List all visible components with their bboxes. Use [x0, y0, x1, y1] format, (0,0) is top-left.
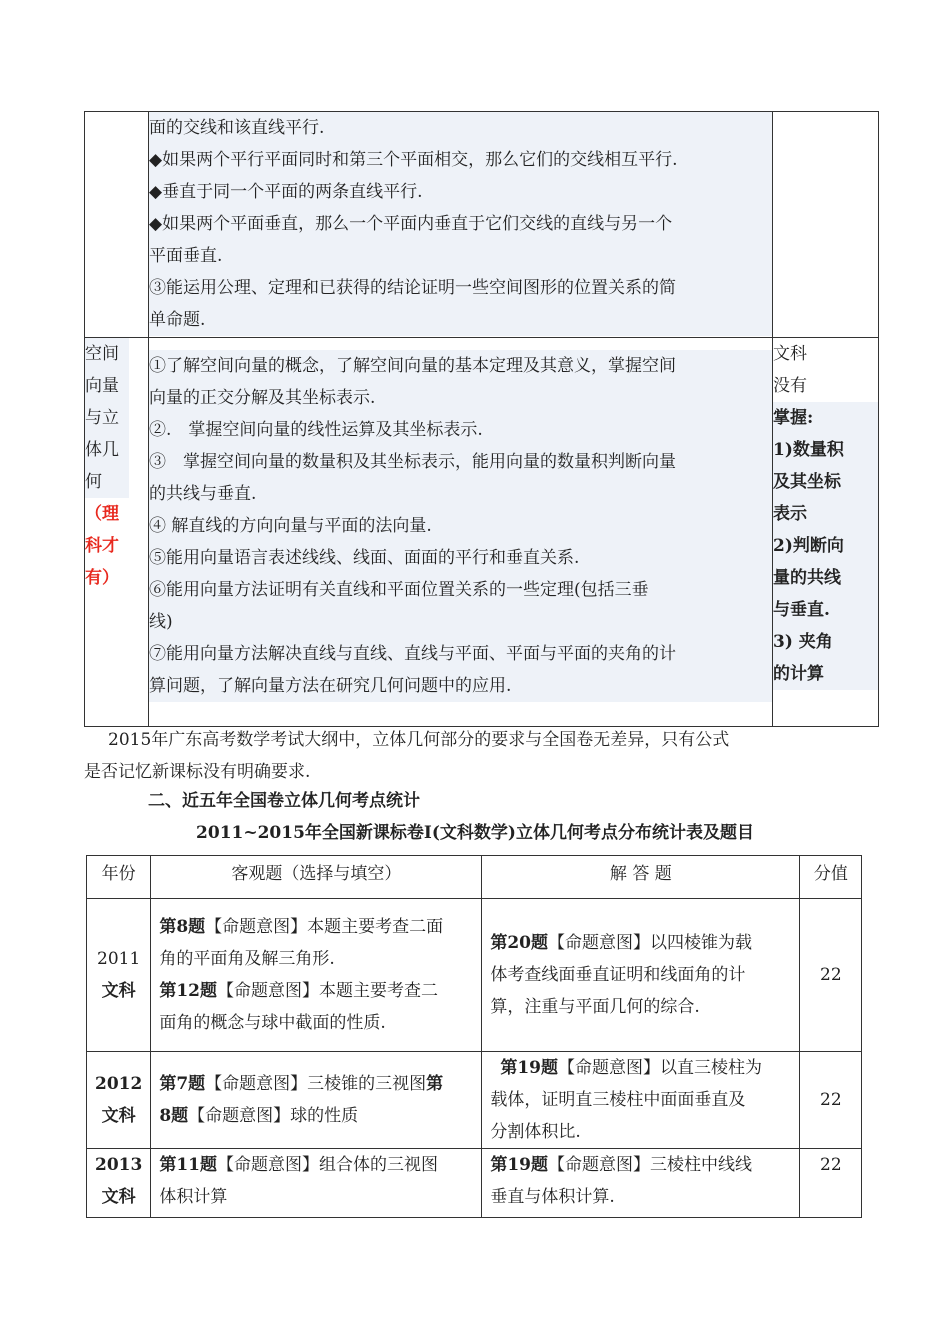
objective-cell — [151, 1149, 482, 1218]
table1-row1-right — [773, 112, 879, 338]
question-text: 载体，证明直三棱柱中面面垂直及 — [490, 1090, 746, 1110]
body-paragraph — [84, 724, 848, 788]
note-line: （理 — [85, 504, 119, 524]
topic-line: 空间 — [85, 344, 119, 364]
table1-row1-text — [149, 112, 772, 336]
question-number: 第 — [426, 1074, 444, 1094]
table1-row1-left — [85, 112, 149, 338]
text-line: 平面垂直. — [149, 246, 223, 266]
text-line: 单命题. — [149, 310, 206, 330]
year-type: 文科 — [101, 981, 136, 1001]
year-cell — [87, 1052, 151, 1149]
text-line: ⑤能用向量语言表述线线、线面、面面的平行和垂直关系. — [149, 548, 580, 568]
year-type: 文科 — [101, 1187, 136, 1207]
note-line: 掌握: — [773, 408, 814, 428]
note-line: 表示 — [773, 504, 807, 524]
question-text: 【命题意图】以四棱锥为载 — [548, 933, 752, 953]
topic-line: 与立 — [85, 408, 119, 428]
note-line: 与垂直. — [773, 600, 830, 620]
text-line: ③能运用公理、定理和已获得的结论证明一些空间图形的位置关系的简 — [149, 278, 676, 298]
text-line: 向量的正交分解及其坐标表示. — [149, 388, 376, 408]
question-text: 垂直与体积计算. — [490, 1187, 615, 1207]
topic-line: 体几 — [85, 440, 119, 460]
question-text: 【命题意图】三棱柱中线线 — [548, 1155, 752, 1175]
answer-cell — [482, 1149, 800, 1218]
text-line: ③ 掌握空间向量的数量积及其坐标表示，能用向量的数量积判断向量 — [149, 452, 676, 472]
question-text: 算，注重与平面几何的综合. — [490, 997, 700, 1017]
question-text: 【命题意图】以直三棱柱为 — [558, 1058, 762, 1078]
answer-cell — [482, 899, 800, 1052]
table-row — [87, 1052, 862, 1149]
question-number: 第7题 — [159, 1074, 206, 1094]
table1-row2-content — [149, 338, 773, 727]
objective-cell — [151, 899, 482, 1052]
header-answer: 解 答 题 — [482, 856, 800, 899]
question-text: 【命题意图】球的性质 — [188, 1106, 359, 1126]
table-header-row — [87, 856, 862, 899]
question-text: 体积计算 — [159, 1187, 228, 1207]
note-line: 及其坐标 — [773, 472, 841, 492]
text-line: ◆如果两个平行平面同时和第三个平面相交，那么它们的交线相互平行. — [149, 150, 678, 170]
table1-row2-note — [773, 338, 879, 727]
table1-row2-text — [149, 350, 772, 702]
question-number: 第20题 — [490, 933, 548, 953]
note-line: 文科 — [773, 344, 807, 364]
year-type: 文科 — [101, 1106, 136, 1126]
question-text: 体考查线面垂直证明和线面角的计 — [490, 965, 746, 985]
year-number: 2011 — [97, 949, 141, 969]
question-number: 第11题 — [159, 1155, 217, 1175]
question-number: 第12题 — [159, 981, 217, 1001]
note-line: 的计算 — [773, 664, 824, 684]
answer-cell — [482, 1052, 800, 1149]
objective-cell — [151, 1052, 482, 1149]
score-cell: 22 — [800, 1149, 862, 1218]
question-text: 角的平面角及解三角形. — [159, 949, 335, 969]
table1-row2-topic — [85, 338, 149, 727]
note-line: 科才 — [85, 536, 119, 556]
paragraph-line: 是否记忆新课标没有明确要求. — [84, 762, 311, 782]
question-text: 【命题意图】本题主要考查二面 — [205, 917, 444, 937]
year-number: 2013 — [95, 1155, 143, 1175]
text-line: 面的交线和该直线平行. — [149, 118, 325, 138]
header-year: 年份 — [87, 856, 151, 899]
note-line: 有） — [85, 568, 119, 588]
question-text: 【命题意图】本题主要考查二 — [217, 981, 438, 1001]
paragraph-line: 2015年广东高考数学考试大纲中，立体几何部分的要求与全国卷无差异，只有公式 — [108, 730, 730, 750]
text-line: ⑥能用向量方法证明有关直线和平面位置关系的一些定理(包括三垂 — [149, 580, 649, 600]
header-score: 分值 — [800, 856, 862, 899]
note-line: 3) 夹角 — [773, 632, 833, 652]
text-line: ⑦能用向量方法解决直线与直线、直线与平面、平面与平面的夹角的计 — [149, 644, 676, 664]
topic-line: 向量 — [85, 376, 119, 396]
year-cell — [87, 1149, 151, 1218]
table-row — [87, 899, 862, 1052]
table1-row1-content — [149, 112, 773, 338]
score-cell: 22 — [800, 899, 862, 1052]
text-line: 算问题，了解向量方法在研究几何问题中的应用. — [149, 676, 512, 696]
question-text: 【命题意图】组合体的三视图 — [217, 1155, 438, 1175]
text-line: ◆垂直于同一个平面的两条直线平行. — [149, 182, 423, 202]
text-line: ◆如果两个平面垂直，那么一个平面内垂直于它们交线的直线与另一个 — [149, 214, 673, 234]
topic-line: 何 — [85, 472, 102, 492]
question-number: 第8题 — [159, 917, 206, 937]
text-line: 的共线与垂直. — [149, 484, 257, 504]
year-number: 2012 — [95, 1074, 143, 1094]
topic-label — [85, 338, 129, 498]
question-text: 面角的概念与球中截面的性质. — [159, 1013, 386, 1033]
outline-table — [84, 111, 879, 727]
text-line: ①了解空间向量的概念，了解空间向量的基本定理及其意义，掌握空间 — [149, 356, 676, 376]
text-line: ②. 掌握空间向量的线性运算及其坐标表示. — [149, 420, 483, 440]
question-number: 第19题 — [490, 1155, 548, 1175]
section-heading: 二、近五年全国卷立体几何考点统计 — [148, 791, 420, 811]
year-cell — [87, 899, 151, 1052]
science-only-note — [85, 498, 148, 594]
note-line: 1)数量积 — [773, 440, 844, 460]
question-number: 第19题 — [500, 1058, 558, 1078]
text-line: 线) — [149, 612, 173, 632]
question-number: 8题 — [159, 1106, 189, 1126]
liberal-arts-requirements — [773, 402, 878, 690]
note-line: 2)判断向 — [773, 536, 844, 556]
score-cell: 22 — [800, 1052, 862, 1149]
note-line: 没有 — [773, 376, 807, 396]
question-text: 分割体积比. — [490, 1122, 581, 1142]
header-objective: 客观题（选择与填空） — [151, 856, 482, 899]
text-line: ④ 解直线的方向向量与平面的法向量. — [149, 516, 432, 536]
note-line: 量的共线 — [773, 568, 841, 588]
table-caption: 2011~2015年全国新课标卷Ⅰ(文科数学)立体几何考点分布统计表及题目 — [196, 823, 754, 843]
question-text: 【命题意图】三棱锥的三视图 — [205, 1074, 427, 1094]
table-row — [87, 1149, 862, 1218]
exam-stats-table — [86, 855, 862, 1218]
